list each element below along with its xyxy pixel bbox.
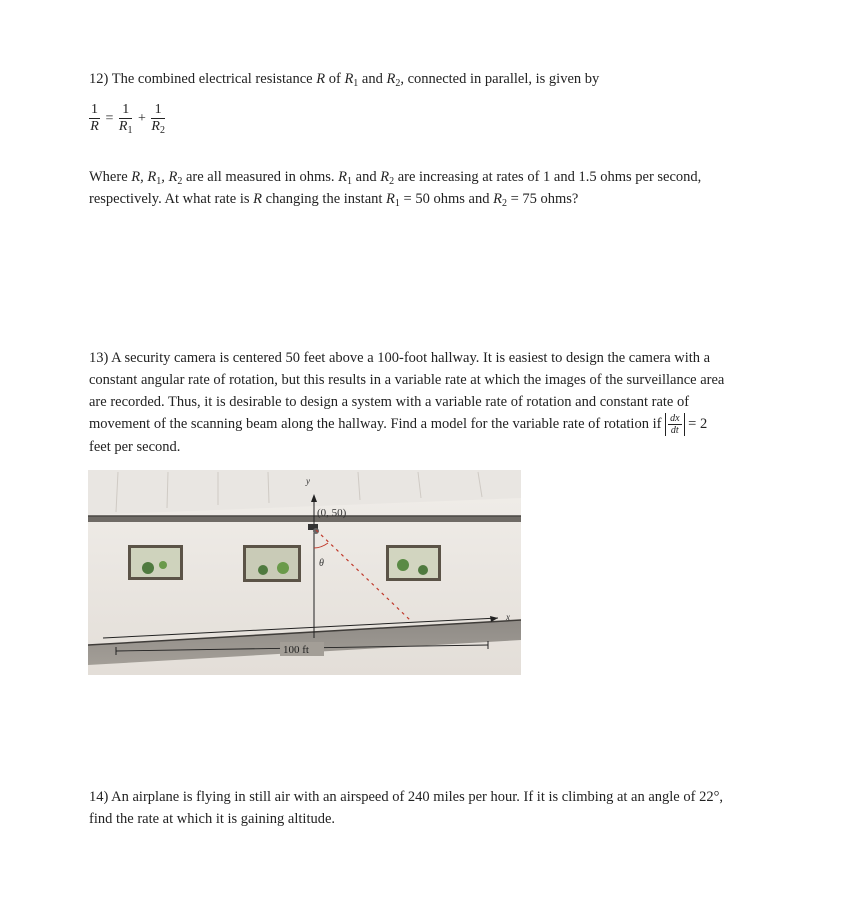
- painting-middle: [243, 545, 301, 582]
- point-label: (0, 50): [317, 507, 347, 519]
- painting-right: [386, 545, 441, 581]
- formula-term-1: $\frac{1}{R_1}$: [118, 102, 133, 136]
- length-label: 100 ft: [283, 644, 309, 656]
- q12-body: Where R, $R_1$, $R_2$ are all measured in ohms. $R_1$ and $R_2$ are increasing at rates of 1 and 1.5 ohms per second, respectively. At what rate is R changing the instant $R_1 = 50$ ohms and $R_2 = 75$ ohms?: [89, 169, 702, 209]
- formula-term-2: $\frac{1}{R_2}$: [151, 102, 165, 136]
- y-axis-label: y: [306, 476, 310, 486]
- dx-dt-abs: $\frac{dx}{dt}$: [665, 413, 684, 436]
- hallway-camera-figure: [88, 470, 521, 675]
- ceiling-beam: [88, 516, 521, 522]
- q12-intro: 12) The combined electrical resistance R of $R_1$ and $R_2$, connected in parallel, is given by: [89, 71, 600, 89]
- x-axis-label: x: [506, 612, 510, 622]
- q14-text: 14) An airplane is flying in still air with an airspeed of 240 miles per hour. If it is climbing at an angle of 22°, find the rate at which it is gaining altitude.: [89, 789, 723, 827]
- painting-left: [128, 545, 183, 580]
- formula-lhs: $\frac{1}{R}$: [90, 102, 99, 134]
- theta-label: θ: [319, 558, 324, 569]
- q13-text: 13) A security camera is centered 50 feet above a 100-foot hallway. It is easiest to design the camera with a constant angular rate of rotation, but this results in a variable rate at which the images of the surveillance area are recorded. Thus, it is desirable to design a system with a variable rate of rotation and constant rate of movement of the scanning beam along the hallway. Find a model for the variable rate of rotation if $\frac{dx}{dt}$ = 2 feet per second.: [89, 350, 725, 456]
- q12-formula: $\frac{1}{R}$ = $\frac{1}{R_1}$ + $\frac{1}{R_2}$: [90, 102, 165, 136]
